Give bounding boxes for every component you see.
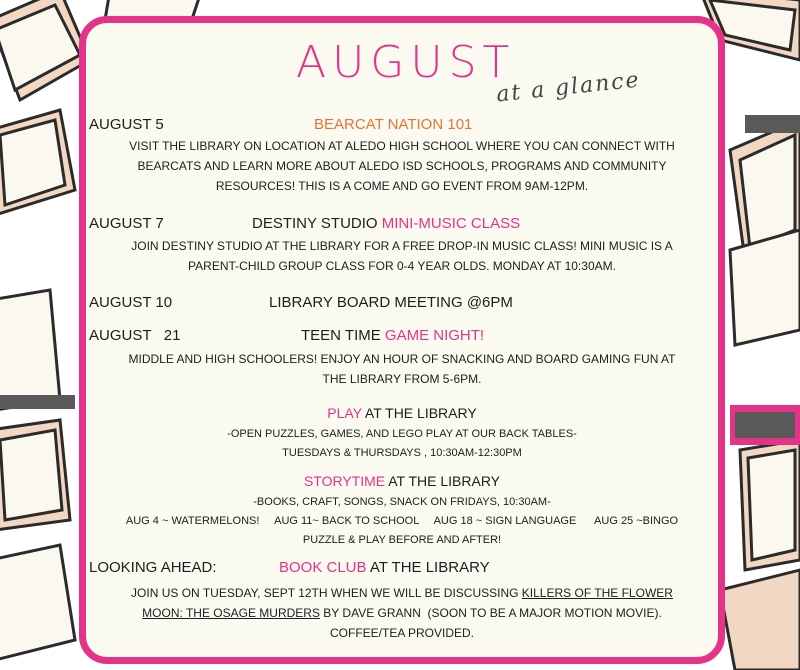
event-desc: BEARCATS AND LEARN MORE ABOUT ALEDO ISD SCHOOLS, PROGRAMS AND COMMUNITY — [137, 159, 667, 173]
page-title: AUGUST — [296, 37, 516, 88]
event-name: TEEN TIME GAME NIGHT! — [301, 327, 485, 344]
storytime-detail: -BOOKS, CRAFT, SONGS, SNACK ON FRIDAYS, 10:30AM- — [253, 496, 551, 508]
storytime-detail: PUZZLE & PLAY BEFORE AND AFTER! — [302, 534, 502, 546]
looking-ahead-label: LOOKING AHEAD: — [89, 559, 217, 576]
page-subtitle: at a glance — [495, 67, 642, 108]
event-name: DESTINY STUDIO MINI-MUSIC CLASS — [252, 215, 521, 232]
event-desc: THE LIBRARY FROM 5-6PM. — [322, 372, 482, 386]
event-desc: MIDDLE AND HIGH SCHOOLERS! ENJOY AN HOUR OF SNACKING AND BOARD GAMING FUN AT — [128, 352, 676, 366]
event-name: BEARCAT NATION 101 — [314, 116, 473, 133]
play-detail: -OPEN PUZZLES, GAMES, AND LEGO PLAY AT OUR BACK TABLES- — [227, 428, 577, 440]
storytime-schedule: AUG 4 ~ WATERMELONS! AUG 11~ BACK TO SCHOOL AUG 18 ~ SIGN LANGUAGE AUG 25 ~BINGO — [125, 515, 679, 527]
play-detail: TUESDAYS & THURSDAYS , 10:30AM-12:30PM — [282, 447, 522, 459]
storytime-heading: STORYTIME AT THE LIBRARY — [303, 473, 501, 489]
event-card — [79, 16, 725, 664]
book-club-desc: MOON: THE OSAGE MURDERS BY DAVE GRANN (SOON TO BE A MAJOR MOTION MOVIE). — [142, 606, 662, 620]
event-desc: RESOURCES! THIS IS A COME AND GO EVENT FROM 9AM-12PM. — [215, 179, 589, 193]
event-date: AUGUST 5 — [89, 116, 164, 133]
event-desc: PARENT-CHILD GROUP CLASS FOR 0-4 YEAR OLDS. MONDAY AT 10:30AM. — [188, 259, 616, 273]
event-desc: JOIN DESTINY STUDIO AT THE LIBRARY FOR A FREE DROP-IN MUSIC CLASS! MINI MUSIC IS A — [131, 239, 673, 253]
event-date: AUGUST 7 — [89, 215, 164, 232]
event-date: AUGUST 21 — [89, 327, 181, 344]
play-heading: PLAY AT THE LIBRARY — [327, 405, 477, 421]
book-club-heading: BOOK CLUB AT THE LIBRARY — [279, 559, 490, 576]
event-name: LIBRARY BOARD MEETING @6PM — [269, 294, 513, 311]
event-desc: VISIT THE LIBRARY ON LOCATION AT ALEDO HIGH SCHOOL WHERE YOU CAN CONNECT WITH — [129, 139, 675, 153]
book-club-desc: JOIN US ON TUESDAY, SEPT 12TH WHEN WE WILL BE DISCUSSING KILLERS OF THE FLOWER — [131, 586, 673, 600]
event-date: AUGUST 10 — [89, 294, 173, 311]
book-club-desc: COFFEE/TEA PROVIDED. — [329, 626, 475, 640]
